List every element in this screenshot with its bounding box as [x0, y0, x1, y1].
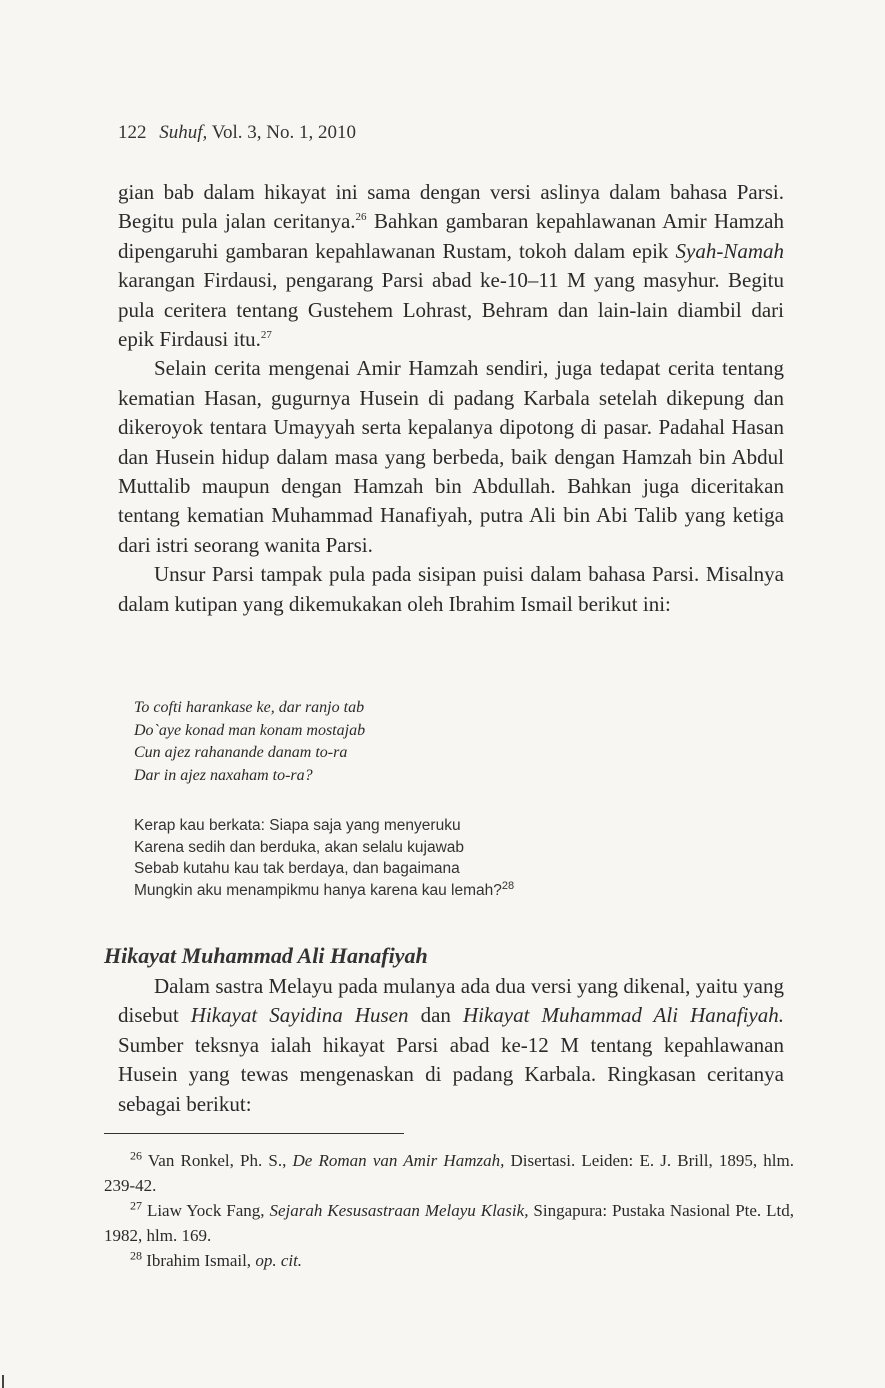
poem-line: Dar in ajez naxaham to-ra? [134, 766, 313, 784]
footnote-27 [104, 1198, 794, 1248]
section-text [118, 972, 784, 1119]
footnote-ref-26: 26 [355, 211, 367, 224]
footnote-title: De Roman van Amir Hamzah, [292, 1151, 505, 1170]
paragraph-1-part-1: gian bab dalam hikayat ini sama dengan versi aslinya dalam bahasa Parsi. Begitu pula jalan ceritanya. [118, 180, 784, 234]
footnote-author: Van Ronkel, Ph. S., [147, 1151, 293, 1170]
footnote-title: Sejarah Kesusastraan Melayu Klasik, [269, 1201, 529, 1220]
footnotes [104, 1148, 794, 1273]
poem-line: Cun ajez rahanande danam to-ra [134, 744, 348, 761]
footnote-28 [104, 1248, 794, 1273]
page-number: 122 [118, 122, 147, 143]
footnote-author: Ibrahim Ismail, [146, 1251, 256, 1270]
journal-volume: Vol. 3, No. 1, 2010 [211, 122, 356, 143]
scan-edge-mark [2, 1375, 4, 1388]
footnote-details: Singapura: Pustaka Nasional Pte. Ltd, 1982, hlm. 169. [104, 1201, 794, 1245]
paragraph-1-title: Syah-Namah [675, 238, 784, 263]
poem-line: Do`aye konad man konam mostajab [134, 721, 366, 739]
paragraph-3: Unsur Parsi tampak pula pada sisipan puisi dalam bahasa Parsi. Misalnya dalam kutipan yang dikemukakan oleh Ibrahim Ismail berikut ini: [118, 562, 784, 616]
paragraph-4-part-1: Dalam sastra Melayu pada mulanya ada dua versi yang dikenal, yaitu yang disebut [118, 974, 784, 1028]
footnote-number: 27 [130, 1198, 142, 1213]
main-text [118, 178, 784, 619]
running-header [118, 122, 356, 144]
footnote-ref-28: 28 [501, 879, 515, 892]
paragraph-1-part-2: Bahkan gambaran kepahlawanan Amir Hamzah dipengaruhi gambaran kepahlawanan Rustam, tokoh dalam epik [118, 209, 784, 263]
footnote-26 [104, 1148, 794, 1198]
paragraph-1-part-3: karangan Firdausi, pengarang Parsi abad ke-10–11 M yang masyhur. Begitu pula ceritera tentang Gustehem Lohrast, Behram dan lain-lain diambil dari epik Firdausi itu. [118, 268, 784, 352]
footnote-title: op. cit. [255, 1251, 303, 1270]
paragraph-1 [118, 178, 784, 354]
section-heading: Hikayat Muhammad Ali Hanafiyah [104, 943, 428, 968]
journal-name: Suhuf, [159, 122, 208, 143]
paragraph-4-part-3: Sumber teksnya ialah hikayat Parsi abad ke-12 M tentang kepahlawanan Husein yang tewas mengenaskan di padang Karbala. Ringkasan ceritanya sebagai berikut: [118, 1032, 784, 1116]
translation-line: Sebab kutahu kau tak berdaya, dan bagaimana [134, 860, 460, 877]
translation-line: Karena sedih dan berduka, akan selalu kujawab [134, 838, 465, 856]
poem-line: To cofti harankase ke, dar ranjo tab [134, 699, 365, 716]
paragraph-4-title-1: Hikayat Sayidina Husen [190, 1003, 409, 1028]
footnote-author: Liaw Yock Fang, [146, 1201, 270, 1220]
footnote-divider [104, 1133, 404, 1134]
paragraph-4 [118, 972, 784, 1119]
footnote-number: 26 [130, 1148, 142, 1163]
poem-translation [134, 815, 514, 901]
footnote-number: 28 [130, 1248, 142, 1263]
footnote-ref-27: 27 [260, 329, 272, 342]
translation-line-text: Mungkin aku menampikmu hanya karena kau lemah? [134, 881, 502, 899]
persian-poem [134, 697, 365, 787]
translation-line [134, 880, 514, 902]
footnote-details: Disertasi. Leiden: E. J. Brill, 1895, hlm. 239-42. [104, 1151, 794, 1195]
paragraph-4-title-2: Hikayat Muhammad Ali Hanafiyah. [462, 1003, 784, 1028]
paragraph-4-part-2: dan [408, 1003, 463, 1028]
translation-line: Kerap kau berkata: Siapa saja yang menyeruku [134, 817, 461, 834]
paragraph-2: Selain cerita mengenai Amir Hamzah sendiri, juga tedapat cerita tentang kematian Hasan, gugurnya Husein di padang Karbala setelah dikepung dan dikeroyok tentara Umayyah serta kepalanya dipotong di pasar. Padahal Hasan dan Husein hidup dalam masa yang berbeda, baik dengan Hamzah bin Abdul Muttalib maupun dengan Hamzah bin Abdullah. Bahkan juga diceritakan tentang kematian Muhammad Hanafiyah, putra Ali bin Abi Talib yang ketiga dari istri seorang wanita Parsi. [118, 356, 784, 557]
